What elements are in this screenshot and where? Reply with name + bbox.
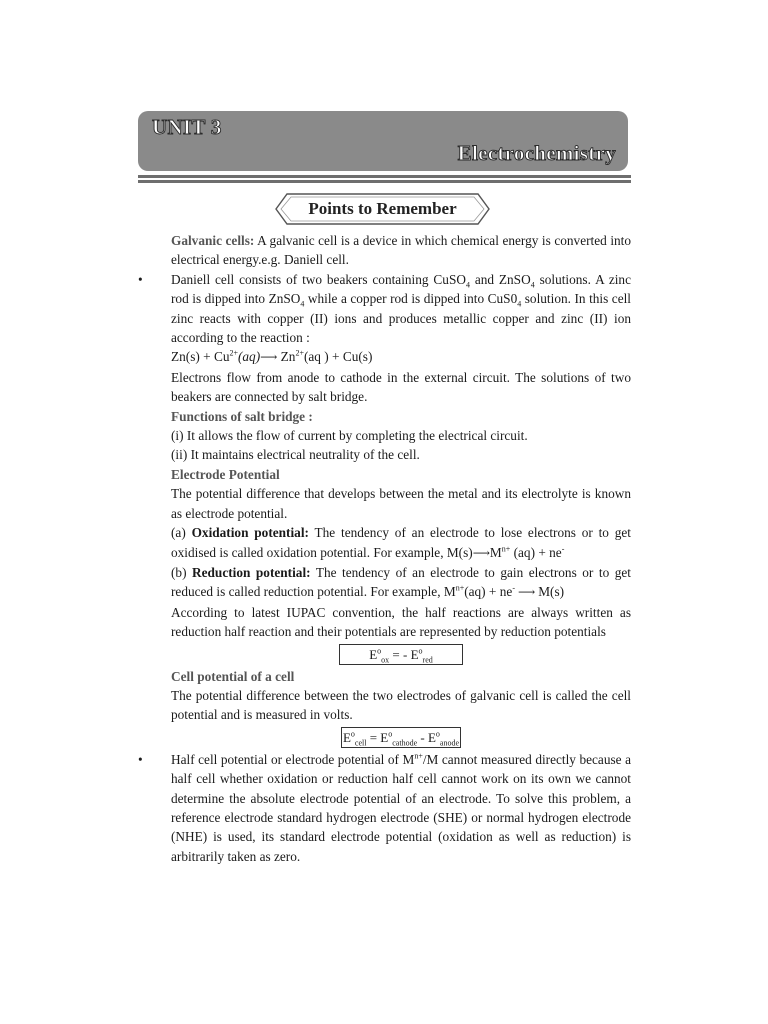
chapter-title: Electrochemistry bbox=[457, 141, 616, 165]
oxidation-paragraph bbox=[171, 523, 631, 563]
formula-box-oxidation bbox=[339, 644, 463, 665]
subscript: anode bbox=[439, 738, 460, 748]
superscript: - bbox=[561, 544, 565, 554]
electron-flow-paragraph: Electrons flow from anode to cathode in the external circuit. The solutions of two beakers are connected by salt bridge. bbox=[171, 369, 631, 405]
item-prefix: (b) bbox=[171, 564, 193, 580]
formula-term: E bbox=[427, 729, 436, 745]
superscript: 2+ bbox=[295, 349, 304, 359]
half-cell-text: Half cell potential or electrode potential of M bbox=[171, 751, 415, 767]
reaction-part: Zn(s) + Cu bbox=[171, 349, 230, 365]
reaction-part: (aq ) + Cu(s) bbox=[303, 349, 373, 365]
salt-bridge-heading: Functions of salt bridge : bbox=[171, 408, 313, 424]
half-cell-text: /M cannot measured directly because a half cell whether oxidation or reduction half cell cannot work on its own we cannot determine the absolute electrode potential of an electrode. To solve this problem, a reference electrode standard hydrogen electrode (SHE) or normal hydrogen electrode (NHE) is used, its standard electrode potential (oxidation as well as reduction) is arbitrarily taken as zero. bbox=[171, 751, 631, 864]
oxidation-text: M bbox=[489, 544, 502, 560]
superscript: o bbox=[377, 646, 382, 656]
salt-bridge-item: (ii) It maintains electrical neutrality of the cell. bbox=[171, 447, 420, 463]
subscript: red bbox=[422, 655, 433, 665]
formula-term: E bbox=[380, 729, 389, 745]
reduction-term: Reduction potential: bbox=[192, 564, 311, 580]
daniell-paragraph bbox=[138, 270, 631, 348]
subscript: 4 bbox=[530, 280, 535, 290]
oxidation-text: (aq) + ne bbox=[510, 544, 562, 560]
subscript: 4 bbox=[300, 299, 305, 309]
cell-potential-heading: Cell potential of a cell bbox=[171, 668, 295, 684]
main-content bbox=[138, 231, 632, 866]
daniell-text: and ZnSO bbox=[469, 271, 531, 287]
iupac-paragraph: According to latest IUPAC convention, the half reactions are always written as reduction half reaction and their potentials are represented by reduction potentials bbox=[171, 604, 631, 640]
reaction-part: Zn bbox=[277, 349, 296, 365]
subscript: cell bbox=[354, 738, 367, 748]
galvanic-heading: Galvanic cells: bbox=[171, 233, 255, 248]
electrode-potential-text: The potential difference that develops between the metal and its electrolyte is known as electrode potential. bbox=[171, 486, 631, 521]
subscript: cathode bbox=[392, 738, 418, 748]
reaction-part: (aq) bbox=[237, 349, 261, 365]
reaction-equation bbox=[171, 347, 631, 367]
reduction-text: The tendency of an electrode to gain electrons or to get reduced is called reduction potential. For example, M bbox=[171, 564, 631, 600]
superscript: n+ bbox=[501, 544, 511, 554]
reduction-text: M(s) bbox=[538, 584, 565, 600]
subscript: ox bbox=[381, 655, 390, 665]
superscript: n+ bbox=[455, 583, 465, 593]
daniell-text: solutions. A zinc rod is dipped into ZnSO bbox=[171, 271, 631, 307]
oxidation-text: The tendency of an electrode to lose electrons or to get oxidised is called oxidation potential. For example, M(s) bbox=[171, 525, 631, 560]
formula-term: E bbox=[410, 646, 419, 662]
superscript: 2+ bbox=[229, 349, 238, 359]
daniell-text: solution. In this cell zinc reacts with copper (II) ions and produces metallic copper and zinc (II) ion according to the reaction : bbox=[171, 291, 631, 346]
formula-operator: = bbox=[366, 729, 381, 745]
galvanic-text: A galvanic cell is a device in which chemical energy is converted into electrical energy.e.g. Daniell cell. bbox=[171, 233, 632, 268]
formula-term: E bbox=[369, 646, 378, 662]
oxidation-term: Oxidation potential: bbox=[191, 525, 309, 541]
reduction-paragraph bbox=[171, 563, 631, 603]
superscript: o bbox=[418, 646, 423, 656]
daniell-text: Daniell cell consists of two beakers containing CuSO bbox=[171, 271, 466, 287]
superscript: o bbox=[435, 729, 440, 739]
bullet-icon: • bbox=[138, 271, 143, 287]
salt-bridge-item: (i) It allows the flow of current by completing the electrical circuit. bbox=[171, 428, 528, 444]
formula-operator: - bbox=[417, 729, 428, 745]
arrow-icon: ⟶ bbox=[472, 545, 490, 560]
daniell-text: while a copper rod is dipped into CuS0 bbox=[304, 291, 518, 307]
electrode-potential-heading: Electrode Potential bbox=[171, 466, 280, 482]
section-title-box bbox=[275, 193, 490, 227]
arrow-icon: ⟶ bbox=[260, 350, 278, 365]
section-title: Points to Remember bbox=[308, 199, 457, 218]
superscript: n+ bbox=[414, 751, 423, 761]
divider-line bbox=[138, 175, 631, 178]
superscript: o bbox=[388, 729, 393, 739]
divider-line bbox=[138, 180, 631, 183]
superscript: - bbox=[512, 583, 515, 593]
superscript: o bbox=[350, 729, 355, 739]
subscript: 4 bbox=[517, 299, 522, 309]
formula-box-cell bbox=[341, 727, 461, 748]
reduction-text: (aq) + ne bbox=[464, 584, 513, 600]
item-prefix: (a) bbox=[171, 525, 192, 541]
galvanic-paragraph bbox=[171, 231, 631, 270]
cell-potential-text: The potential difference between the two electrodes of galvanic cell is called the cell potential and is measured in volts. bbox=[171, 687, 631, 723]
bullet-icon: • bbox=[138, 751, 143, 767]
half-cell-paragraph bbox=[138, 750, 631, 866]
unit-banner bbox=[138, 111, 628, 171]
arrow-icon: ⟶ bbox=[514, 585, 539, 600]
formula-operator: = - bbox=[389, 646, 411, 662]
formula-term: E bbox=[342, 729, 351, 745]
unit-label: UNIT 3 bbox=[152, 115, 222, 139]
subscript: 4 bbox=[465, 280, 470, 290]
